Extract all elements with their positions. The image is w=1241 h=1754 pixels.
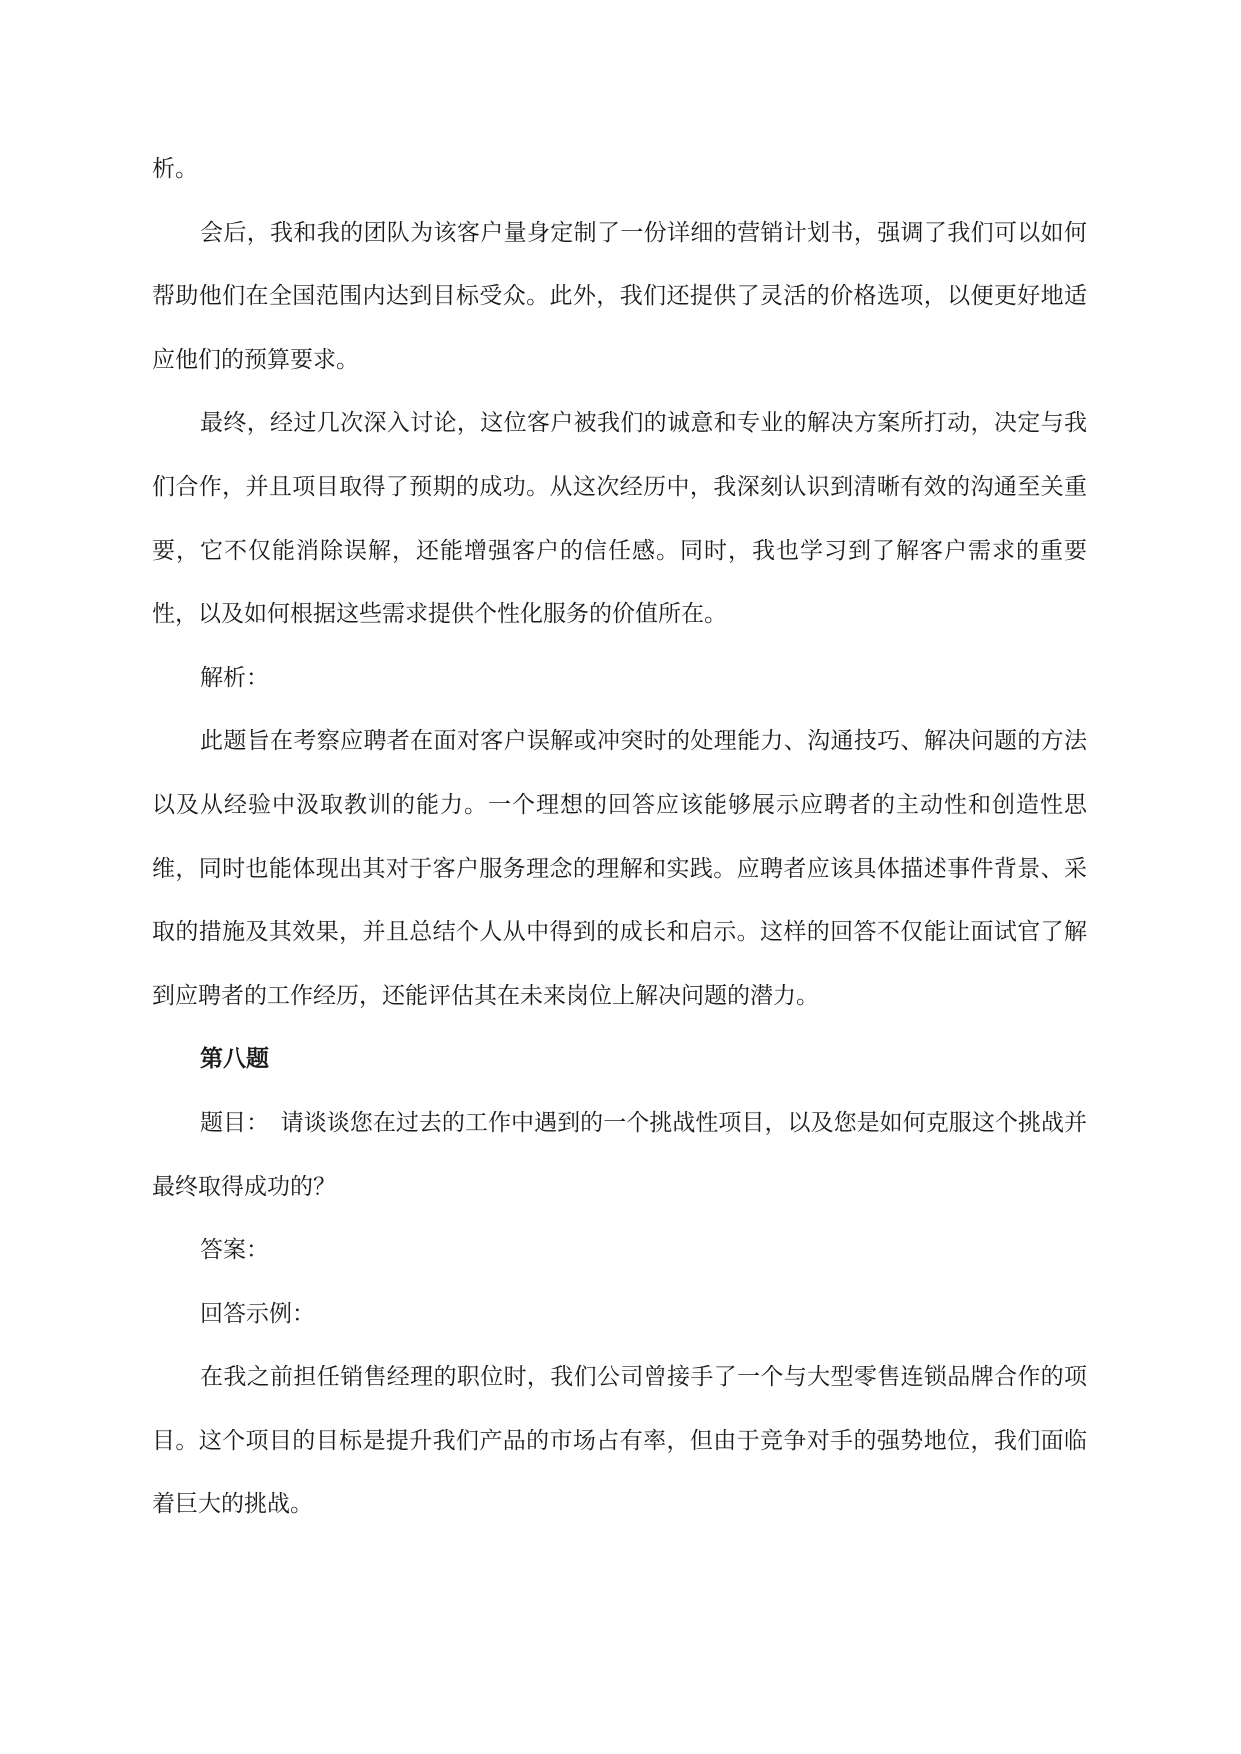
example-label: 回答示例： xyxy=(200,1300,315,1327)
paragraph-example: 在我之前担任销售经理的职位时，我们公司曾接手了一个与大型零售连锁品牌合作的项目。这个项目的目标是提升我们产品的市场占有率，但由于竞争对手的强势地位，我们面临着巨大的挑战。 xyxy=(152,1364,1087,1518)
paragraph-analysis: 此题旨在考察应聘者在面对客户误解或冲突时的处理能力、沟通技巧、解决问题的方法以及从经验中汲取教训的能力。一个理想的回答应该能够展示应聘者的主动性和创造性思维，同时也能体现出其对于客户服务理念的理解和实践。应聘者应该具体描述事件背景、采取的措施及其效果，并且总结个人从中得到的成长和启示。这样的回答不仅能让面试官了解到应聘者的工作经历，还能评估其在未来岗位上解决问题的潜力。 xyxy=(152,728,1087,1009)
analysis-label: 解析： xyxy=(200,664,269,691)
paragraph-continuation: 析。 xyxy=(152,156,198,182)
question-text: 题目： 请谈谈您在过去的工作中遇到的一个挑战性项目，以及您是如何克服这个挑战并最终取得成功的？ xyxy=(152,1109,1087,1200)
document-body xyxy=(152,138,1087,1537)
answer-label: 答案： xyxy=(200,1237,269,1264)
paragraph-outcome: 最终，经过几次深入讨论，这位客户被我们的诚意和专业的解决方案所打动，决定与我们合作，并且项目取得了预期的成功。从这次经历中，我深刻认识到清晰有效的沟通至关重要，它不仅能消除误解，还能增强客户的信任感。同时，我也学习到了解客户需求的重要性，以及如何根据这些需求提供个性化服务的价值所在。 xyxy=(152,410,1087,628)
paragraph-marketing-plan: 会后，我和我的团队为该客户量身定制了一份详细的营销计划书，强调了我们可以如何帮助他们在全国范围内达到目标受众。此外，我们还提供了灵活的价格选项，以便更好地适应他们的预算要求。 xyxy=(152,219,1087,373)
question-heading: 第八题 xyxy=(200,1046,269,1073)
